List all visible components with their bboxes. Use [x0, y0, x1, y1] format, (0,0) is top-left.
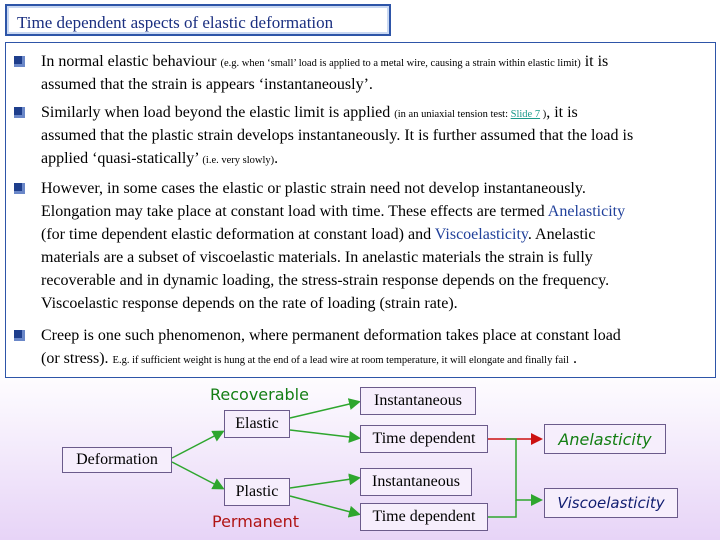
- label-permanent: Permanent: [212, 512, 300, 531]
- text-segment: (for time dependent elastic deformation at constant load) and: [41, 226, 435, 243]
- box-instantaneous-plastic: [360, 468, 472, 496]
- text-segment: recoverable and in dynamic loading, the stress-strain response depends on the frequency.: [41, 272, 610, 289]
- label-recoverable: Recoverable: [210, 385, 309, 404]
- slide-link[interactable]: Slide 7: [510, 109, 541, 120]
- text-segment: Elongation may take place at constant load with time. These effects are termed: [41, 203, 548, 220]
- arrow-deformation-plastic: [172, 462, 222, 488]
- text-segment: Anelasticity: [547, 203, 626, 220]
- text-segment: applied ‘quasi-statically’: [41, 150, 203, 167]
- box-instantaneous-elastic: [360, 387, 476, 415]
- arrow-plastic-instantaneous: [290, 478, 358, 488]
- text-segment: E.g. if sufficient weight is hung at the end of a lead wire at room temperature, it will elongate and finally fail: [112, 355, 569, 366]
- text-segment: However, in some cases the elastic or plastic strain need not develop instantaneously.: [41, 180, 586, 197]
- arrow-elastic-timedependent: [290, 430, 358, 438]
- arrow-td-viscoelasticity-1: [506, 439, 540, 500]
- box-viscoelasticity: [544, 488, 678, 518]
- text-segment: Viscoelasticity: [434, 226, 528, 243]
- label-instantaneous-elastic: Instantaneous: [374, 392, 462, 409]
- arrow-elastic-instantaneous: [290, 402, 358, 418]
- text-segment: Viscoelastic response depends on the rate of loading (strain rate).: [41, 295, 458, 312]
- slide-title: Time dependent aspects of elastic deformation: [17, 13, 334, 32]
- text-segment: .: [274, 150, 279, 167]
- text-segment: In normal elastic behaviour: [41, 53, 221, 70]
- box-timedependent-elastic: [360, 425, 488, 453]
- text-segment: ): [540, 109, 547, 120]
- box-deformation: [62, 447, 172, 473]
- text-segment: , it is: [546, 104, 578, 121]
- label-plastic: Plastic: [235, 483, 279, 500]
- box-timedependent-plastic: [360, 503, 488, 531]
- arrow-td-viscoelasticity-2: [488, 500, 516, 517]
- box-plastic: [224, 478, 290, 506]
- box-anelasticity: [544, 424, 666, 454]
- text-segment: it is: [580, 53, 609, 70]
- text-segment: .: [568, 350, 577, 367]
- label-instantaneous-plastic: Instantaneous: [372, 473, 460, 490]
- text-segment: (or stress).: [41, 350, 113, 367]
- label-elastic: Elastic: [235, 415, 279, 432]
- arrow-deformation-elastic: [172, 432, 222, 458]
- text-segment: assumed that the strain is appears ‘instantaneously’.: [41, 76, 373, 93]
- text-segment: (in an uniaxial tension test:: [394, 109, 511, 120]
- text-segment: materials are a subset of viscoelastic materials. In anelastic materials the strain is fully: [41, 249, 593, 266]
- text-segment: assumed that the plastic strain develops instantaneously. It is further assumed that the load is: [41, 127, 634, 144]
- box-elastic: [224, 410, 290, 438]
- arrow-plastic-timedependent: [290, 496, 358, 514]
- text-segment: Creep is one such phenomenon, where permanent deformation takes place at constant load: [41, 327, 621, 344]
- text-segment: (e.g. when ‘small’ load is applied to a metal wire, causing a strain within elastic limit): [220, 58, 581, 69]
- text-segment: (i.e. very slowly): [202, 155, 275, 166]
- text-segment: . Anelastic: [527, 226, 596, 243]
- text-segment: Similarly when load beyond the elastic limit is applied: [41, 104, 395, 121]
- label-timedependent-plastic: Time dependent: [372, 508, 476, 525]
- label-anelasticity: Anelasticity: [558, 429, 652, 449]
- label-viscoelasticity: Viscoelasticity: [557, 494, 665, 512]
- label-deformation: Deformation: [76, 451, 158, 468]
- label-timedependent-elastic: Time dependent: [372, 430, 476, 447]
